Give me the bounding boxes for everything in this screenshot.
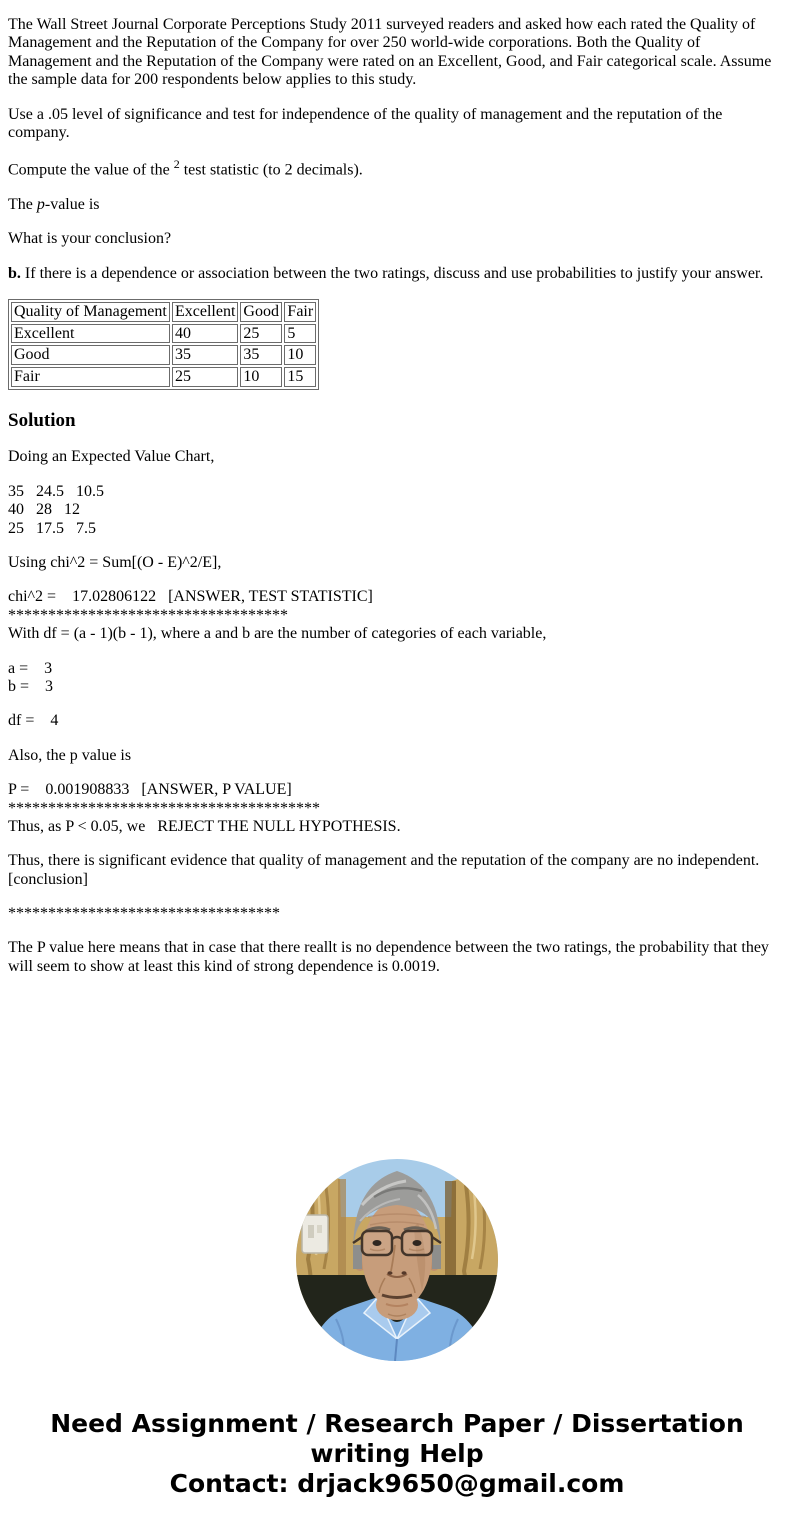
compute-prefix: Compute the value of the: [8, 161, 174, 179]
compute-suffix: test statistic (to 2 decimals).: [179, 161, 363, 179]
expected-value-chart: 35 24.5 10.5 40 28 12 25 17.5 7.5: [8, 482, 104, 537]
chi-square-answer: chi^2 = 17.02806122 [ANSWER, TEST STATISTIC]: [8, 588, 373, 606]
footer-banner: [8, 1409, 786, 1499]
p-symbol: p: [36, 196, 45, 214]
ab-values-block: [8, 660, 786, 697]
document-page: [8, 16, 786, 1499]
solution-heading: Solution: [8, 409, 76, 431]
p-value-result-block: [8, 781, 786, 836]
separator-stars: ***************************************: [8, 799, 320, 817]
p-value-line: The p-value is: [8, 196, 100, 214]
separator-stars: ***********************************: [8, 606, 288, 624]
intro-paragraph: The Wall Street Journal Corporate Perceptions Study 2011 surveyed readers and asked how each rated the Quality of Management and the Reputation of the Company for over 250 world-wide corporations. Both the Quality of Management and the Reputation of the Company were rated on an Excellent, Good, and Fair categorical scale. Assume the sample data for 200 respondents below applies to this study.: [8, 16, 772, 89]
separator-stars-line: **********************************: [8, 905, 280, 923]
part-b-label: b.: [8, 264, 21, 282]
expected-value-intro: Doing an Expected Value Chart,: [8, 448, 215, 466]
chi-square-result-block: [8, 588, 786, 643]
header-excellent: Excellent: [172, 302, 238, 322]
portrait-photo-illustration: [296, 1159, 498, 1361]
df-note: With df = (a - 1)(b - 1), where a and b are the number of categories of each variable,: [8, 625, 547, 643]
ratings-table: [8, 299, 319, 389]
reject-null-line: Thus, as P < 0.05, we REJECT THE NULL HYPOTHESIS.: [8, 817, 401, 835]
avatar: [296, 1159, 498, 1361]
also-p-line: Also, the p value is: [8, 746, 132, 764]
footer-help-text: Need Assignment / Research Paper / Dissertation writing Help: [50, 1409, 744, 1469]
b-value: b = 3: [8, 677, 54, 695]
table-row: Fair 25 10 15: [11, 367, 316, 387]
header-fair: Fair: [284, 302, 316, 322]
header-quality-of-management: Quality of Management: [11, 302, 170, 322]
part-b-line: b. If there is a dependence or association between the two ratings, discuss and use probabilities to justify your answer.: [8, 264, 764, 282]
compute-statistic-line: [8, 158, 786, 180]
p-value-meaning-paragraph: The P value here means that in case that there reallt is no dependence between the two ratings, the probability that they will seem to show at least this kind of strong dependence is 0.0019.: [8, 939, 769, 975]
a-value: a = 3: [8, 659, 53, 677]
table-row: Excellent 40 25 5: [11, 324, 316, 344]
table-row: Good 35 35 10: [11, 345, 316, 365]
conclusion-question: What is your conclusion?: [8, 230, 172, 248]
avatar-container: [8, 1159, 786, 1361]
conclusion-paragraph: Thus, there is significant evidence that quality of management and the reputation of the company are no independent. [conclusion]: [8, 852, 760, 888]
header-good: Good: [240, 302, 282, 322]
p-value-answer: P = 0.001908833 [ANSWER, P VALUE]: [8, 781, 292, 799]
chi-square-formula: Using chi^2 = Sum[(O - E)^2/E],: [8, 554, 222, 572]
significance-paragraph: Use a .05 level of significance and test for independence of the quality of management and the reputation of the company.: [8, 105, 723, 141]
footer-contact-email: Contact: drjack9650@gmail.com: [169, 1469, 625, 1499]
table-header-row: [11, 302, 316, 322]
chi-square-superscript: 2: [173, 157, 180, 172]
df-value-line: df = 4: [8, 712, 59, 730]
